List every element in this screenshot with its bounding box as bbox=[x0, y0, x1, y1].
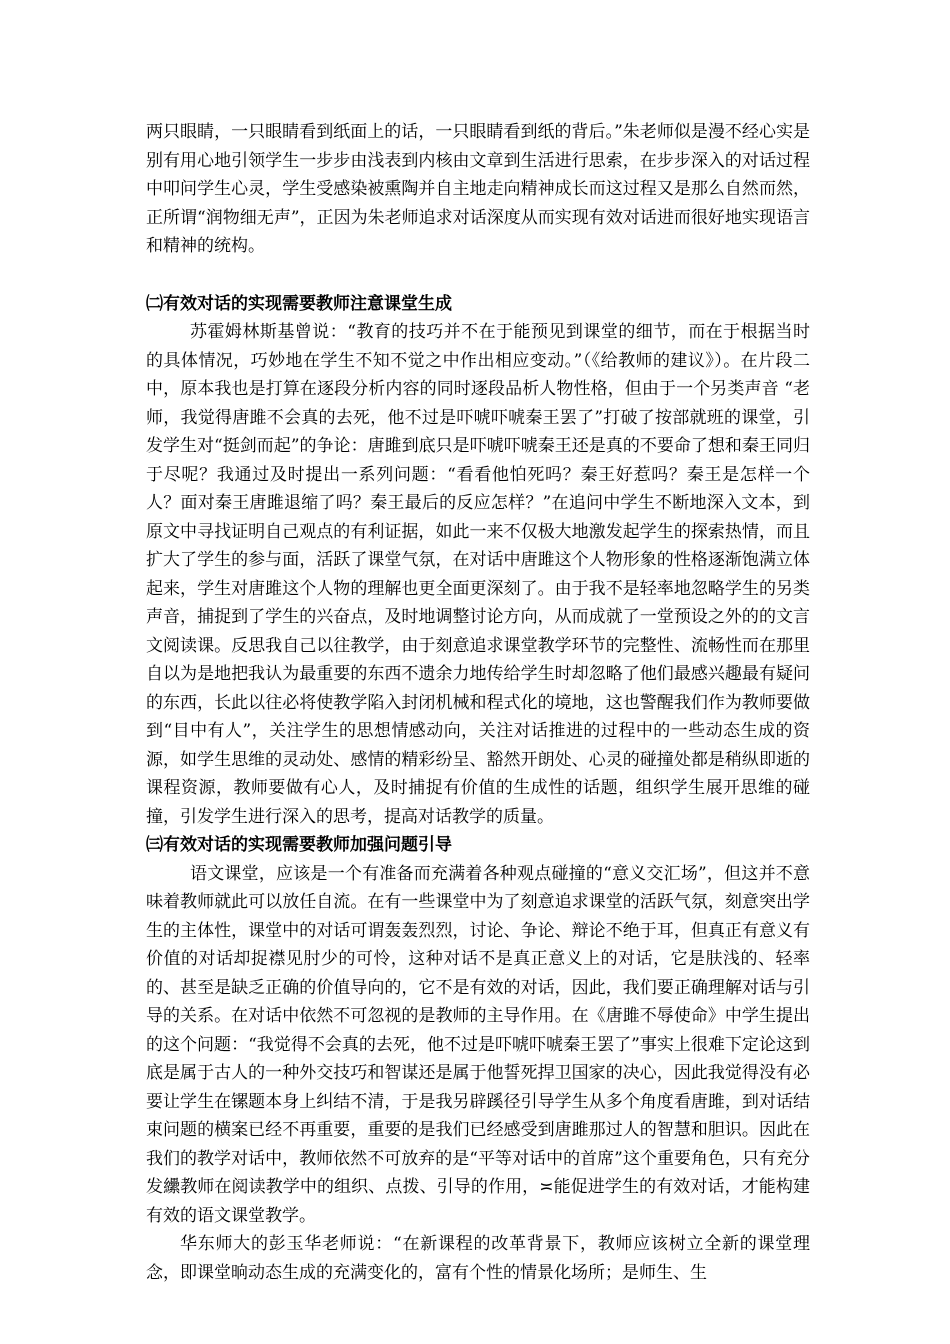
section-3-paragraph: 语文课堂，应该是一个有准备而充满着各种观点碰撞的“意义交汇场”，但这并不意味着教师就此可以放任自流。在有一些课堂中为了刻意追求课堂的活跃气氛，刻意突出学生的主体性，课堂中的对话可谓轰轰烈烈，讨论、争论、辩论不绝于耳，但真正有意义有价值的对话却捉襟见肘少的可怜，这种对话不是真正意义上的对话，它是肤浅的、轻率的、甚至是缺乏正确的价值导向的，它不是有效的对话，因此，我们要正确理解对话与引导的关系。在对话中依然不可忽视的是教师的主导作用。在《唐雎不辱使命》中学生提出的这个问题：“我觉得不会真的去死，他不过是吓唬吓唬秦王罢了”事实上很难下定论这到底是属于古人的一种外交技巧和智谋还是属于他誓死捍卫国家的决心，因此我觉得没有必要让学生在镙题本身上纠结不清，于是我另辟蹊径引导学生从多个角度看唐雎，到对话结束问题的横案已经不再重要，重要的是我们已经感受到唐雎那过人的智慧和胆识。因此在我们的教学对话中，教师依然不可放弃的是“平等对话中的首席”这个重要角色，只有充分发纝教师在阅读教学中的组织、点拨、引导的作用，≍能促进学生的有效对话，才能构建有效的语文课堂教学。 bbox=[146, 863, 810, 1226]
intro-paragraph: 两只眼睛，一只眼睛看到纸面上的话，一只眼睛看到纸的背后。”朱老师似是漫不经心实是别有用心地引领学生一步步由浅表到内核由文章到生活进行思索，在步步深入的对话过程中叩问学生心灵，学生受感染被熏陶并自主地走向精神成长而这过程又是那么自然而然，正所谓“润物细无声”，正因为朱老师追求对话深度从而实现有效对话进而很好地实现语言和精神的统构。 bbox=[146, 122, 810, 256]
section-2-paragraph: 苏霍姆林斯基曾说：“教育的技巧并不在于能预见到课堂的细节，而在于根据当时的具体情况，巧妙地在学生不知不觉之中作出相应变动。”（《给教师的建议》）。在片段二中，原本我也是打算在逐段分析内容的同时逐段品析人物性格，但由于一个另类声音 “老师，我觉得唐雎不会真的去死，他不过是吓唬吓唬秦王罢了”打破了按部就班的课堂，引发学生对“挺剑而起”的争论：唐雎到底只是吓唬吓唬秦王还是真的不要命了想和秦王同归于尽呢？我通过及时提出一系列问题：“看看他怕死吗？秦王好惹吗？秦王是怎样一个人？面对秦王唐雎退缩了吗？秦王最后的反应怎样？”在追问中学生不断地深入文本，到原文中寻找证明自己观点的有利证据，如此一来不仅极大地激发起学生的探索热情，而且扩大了学生的参与面，活跃了课堂气氛，在对话中唐雎这个人物形象的性格逐渐饱满立体起来，学生对唐雎这个人物的理解也更全面更深刻了。由于我不是轻率地忽略学生的另类声音，捕捉到了学生的兴奋点，及时地调整讨论方向，从而成就了一堂预设之外的的文言文阅读课。反思我自己以往教学，由于刻意追求课堂教学环节的完整性、流畅性而在那里自以为是地把我认为最重要的东西不遗余力地传给学生时却忽略了他们最感兴趣最有疑问的东西，长此以往必将使教学陷入封闭机械和程式化的境地，这也警醒我们作为教师要做到“目中有人”，关注学生的思想情感动向，关注对话推进的过程中的一些动态生成的资源，如学生思维的灵动处、感情的精彩纷呈、豁然开朗处、心灵的碰撞处都是稍纵即逝的课程资源，教师要做有心人，及时捕捉有价值的生成性的话题，组织学生展开思维的碰撞，引发学生进行深入的思考，提高对话教学的质量。 bbox=[146, 322, 810, 827]
section-heading-3: ㈢有效对话的实现需要教师加强问题引导 bbox=[146, 835, 452, 855]
document-page bbox=[146, 118, 810, 1287]
section-3-paragraph-2: 华东师大的彭玉华老师说：“在新课程的改革背景下，教师应该树立全新的课堂理念，即课堂晌动态生成的充满变化的，富有个性的情景化场所；是师生、生 bbox=[146, 1234, 810, 1283]
section-heading-2: ㈡有效对话的实现需要教师注意课堂生成 bbox=[146, 293, 452, 314]
paragraph-gap bbox=[146, 261, 810, 290]
